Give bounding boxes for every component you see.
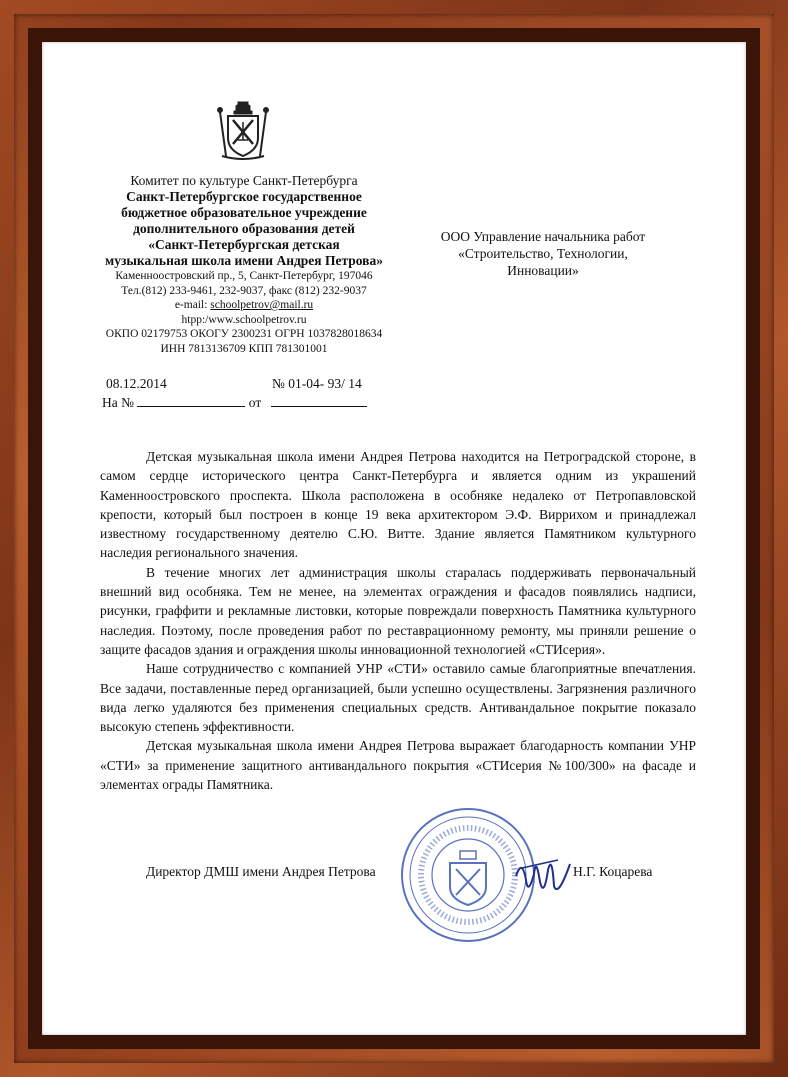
- paragraph-1: Детская музыкальная школа имени Андрея Петрова находится на Петроградской стороне, в самом сердце исторического центра Санкт-Петербурга и является одним из украшений Каменноостровского проспекта. Школа расположена в особняке недалеко от Петропавловской крепости, который был построен в конце 19 века архитектором Э.Ф. Виррихом и принадлежал известному государственному деятелю С.Ю. Витте. Здание является Памятником культурного наследия регионального значения.: [100, 449, 696, 561]
- reference-na-line: [102, 394, 367, 411]
- school-name-line-1: Санкт-Петербургское государственное: [126, 189, 362, 204]
- letter-number: № 01-04- 93/ 14: [272, 376, 362, 391]
- na-blank: [137, 394, 245, 407]
- handwritten-signature: [508, 846, 578, 906]
- school-name-line-4: «Санкт-Петербургская детская: [148, 237, 340, 252]
- school-website[interactable]: htpp:/www.schoolpetrov.ru: [181, 313, 307, 326]
- ot-blank: [271, 394, 367, 407]
- letter-date: 08.12.2014: [106, 376, 167, 391]
- school-address: Каменноостровский пр., 5, Санкт-Петербург, 197046: [115, 270, 373, 282]
- school-codes-1: ОКПО 02179753 ОКОГУ 2300231 ОГРН 1037828018634: [105, 328, 383, 340]
- committee-name: Комитет по культуре Санкт-Петербурга: [130, 173, 358, 188]
- recipient-line-3: Инновации»: [507, 263, 579, 278]
- school-name-line-2: бюджетное образовательное учреждение: [121, 205, 367, 220]
- email-link[interactable]: schoolpetrov@mail.ru: [210, 299, 314, 311]
- ot-label: от: [248, 395, 262, 410]
- paragraph-4: Детская музыкальная школа имени Андрея Петрова выражает благодарность компании УНР «СТИ» за применение защитного антивандального покрытия «СТИсерия №100/300» на фасаде и элементах ограды Памятника.: [100, 738, 696, 793]
- director-title: Директор ДМШ имени Андрея Петрова: [146, 864, 376, 879]
- sender-header: [94, 173, 394, 356]
- paragraph-2: В течение многих лет администрация школы старалась поддерживать первоначальный внешний вид особняка. Тем не менее, на элементах ограждения и фасадов появлялись надписи, рисунки, граффити и рекламные листовки, которые повреждали поверхность Памятника культурного наследия. Поэтому, после проведения работ по реставрационному ремонту, мы приняли решение о защите фасадов здания и ограждения школы инновационной технологией «СТИсерия».: [100, 564, 696, 657]
- na-label: На №: [102, 395, 134, 410]
- school-name-line-5: музыкальная школа имени Андрея Петрова»: [105, 253, 383, 268]
- school-name-line-3: дополнительного образования детей: [133, 221, 355, 236]
- school-phones: Тел.(812) 233-9461, 232-9037, факс (812) 232-9037: [121, 284, 367, 297]
- school-email-line: [94, 298, 394, 313]
- email-label: e-mail:: [174, 299, 211, 311]
- recipient-block: [398, 228, 688, 279]
- coat-of-arms-icon: [216, 100, 270, 162]
- paragraph-3: Наше сотрудничество с компанией УНР «СТИ» оставило самые благоприятные впечатления. Все задачи, поставленные перед организацией, были успешно осуществлены. Загрязнения различного вида легко удаляются без применения специальных средств. Антивандальное покрытие показало высокую степень эффективности.: [100, 661, 696, 735]
- recipient-line-1: ООО Управление начальника работ: [440, 229, 646, 244]
- recipient-line-2: «Строительство, Технологии,: [458, 246, 628, 261]
- letter-body: [100, 447, 696, 794]
- school-codes-2: ИНН 7813136709 КПП 781301001: [160, 342, 328, 355]
- director-name: Н.Г. Коцарева: [573, 864, 653, 879]
